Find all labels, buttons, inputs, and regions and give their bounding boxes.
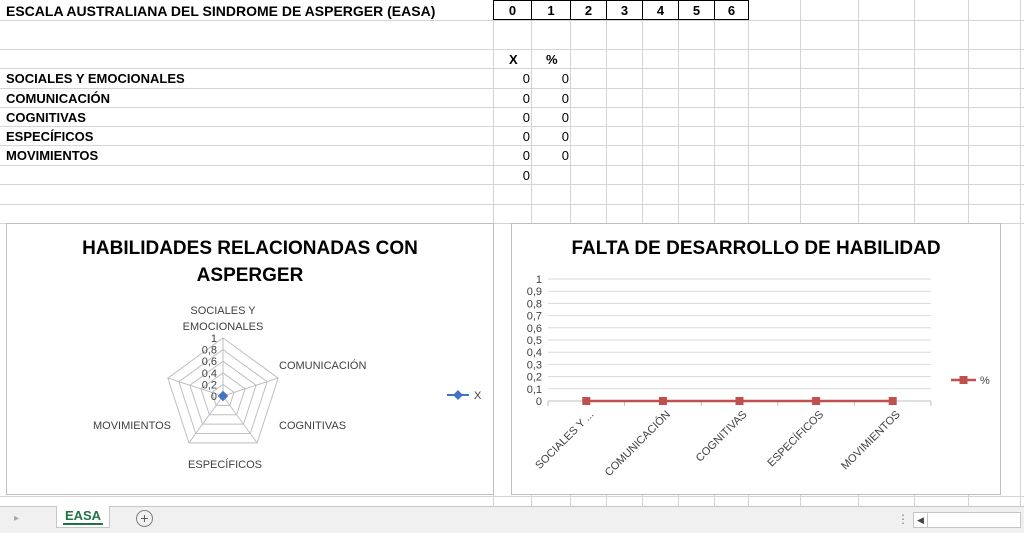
scale-cell[interactable]: 1 — [531, 0, 570, 20]
row-pct-value[interactable]: 0 — [561, 110, 569, 125]
scale-cell[interactable]: 4 — [642, 0, 678, 20]
line-plot — [512, 224, 1000, 494]
scroll-arrow-left-icon[interactable]: ◀ — [914, 513, 928, 527]
radar-tick-label: 0,4 — [201, 367, 217, 380]
legend-label: % — [980, 375, 990, 387]
legend-marker — [453, 390, 463, 400]
radar-category-label: EMOCIONALES — [182, 321, 264, 333]
scale-cell[interactable]: 0 — [493, 0, 531, 20]
series-marker — [659, 397, 667, 405]
y-tick-label: 0,5 — [526, 335, 542, 347]
radar-tick-label: 0,6 — [201, 356, 217, 369]
y-tick-label: 1 — [535, 274, 542, 286]
legend-label: X — [474, 390, 482, 402]
radar-tick-label: 0,8 — [201, 344, 217, 357]
scale-cell[interactable]: 2 — [570, 0, 606, 20]
total-x-value[interactable]: 0 — [522, 168, 530, 183]
series-marker — [812, 397, 820, 405]
series-marker — [736, 397, 744, 405]
y-tick-label: 0,3 — [526, 359, 542, 372]
row-pct-value[interactable]: 0 — [561, 71, 569, 86]
row-label[interactable]: COGNITIVAS — [6, 110, 86, 125]
col-pct-header[interactable]: % — [546, 52, 558, 67]
sheet-tab-easa[interactable]: EASA — [56, 506, 110, 528]
y-tick-label: 0,6 — [526, 322, 542, 335]
radar-category-label: COMUNICACIÓN — [279, 360, 367, 372]
radar-tick-label: 0 — [210, 391, 217, 403]
row-pct-value[interactable]: 0 — [561, 148, 569, 163]
series-marker — [889, 397, 897, 405]
radar-category-label: MOVIMIENTOS — [92, 420, 171, 432]
y-tick-label: 0,8 — [526, 298, 542, 311]
radar-chart[interactable] — [6, 223, 494, 495]
gridline — [0, 204, 1024, 205]
x-tick-label: MOVIMIENTOS — [839, 408, 903, 473]
line-chart[interactable] — [511, 223, 1001, 495]
row-pct-value[interactable]: 0 — [561, 129, 569, 144]
scale-cell[interactable]: 5 — [678, 0, 714, 20]
row-x-value[interactable]: 0 — [522, 110, 530, 125]
y-tick-label: 0,7 — [526, 310, 542, 323]
scroll-left-icon[interactable]: ▸ — [14, 513, 20, 524]
gridline — [1020, 0, 1021, 506]
y-tick-label: 0,1 — [526, 383, 542, 396]
more-options-icon[interactable]: ⋮ — [897, 512, 909, 526]
row-pct-value[interactable]: 0 — [561, 91, 569, 106]
x-tick-label: COMUNICACIÓN — [602, 408, 674, 479]
row-label[interactable]: COMUNICACIÓN — [6, 91, 110, 106]
sheet-tab-bar — [0, 506, 1024, 533]
series-marker — [582, 397, 590, 405]
row-label[interactable]: SOCIALES Y EMOCIONALES — [6, 71, 185, 86]
radar-plot — [7, 224, 493, 494]
y-tick-label: 0,4 — [526, 347, 542, 360]
row-x-value[interactable]: 0 — [522, 148, 530, 163]
radar-category-label: SOCIALES Y — [190, 305, 256, 317]
gridline — [0, 496, 1024, 497]
radar-chart-title-text: HABILIDADES RELACIONADAS CON ASPERGER — [82, 238, 418, 286]
legend-marker — [960, 376, 968, 384]
row-label[interactable]: MOVIMIENTOS — [6, 148, 99, 163]
y-tick-label: 0 — [535, 396, 542, 408]
scale-cell[interactable]: 3 — [606, 0, 642, 20]
sheet-title[interactable]: ESCALA AUSTRALIANA DEL SINDROME DE ASPERGER (EASA) — [6, 3, 436, 19]
radar-tick-label: 1 — [210, 333, 217, 345]
horizontal-scrollbar[interactable] — [913, 512, 1021, 528]
row-x-value[interactable]: 0 — [522, 71, 530, 86]
row-label[interactable]: ESPECÍFICOS — [6, 129, 94, 144]
row-x-value[interactable]: 0 — [522, 91, 530, 106]
radar-tick-label: 0,2 — [201, 379, 217, 392]
x-tick-label: COGNITIVAS — [693, 408, 750, 465]
row-x-value[interactable]: 0 — [522, 129, 530, 144]
radar-series-marker — [218, 391, 228, 401]
col-x-header[interactable]: X — [509, 52, 518, 67]
y-tick-label: 0,9 — [526, 286, 542, 299]
add-sheet-icon[interactable]: + — [136, 510, 153, 527]
x-tick-label: ESPECÍFICOS — [765, 408, 827, 470]
radar-category-label: COGNITIVAS — [279, 420, 347, 432]
y-tick-label: 0,2 — [526, 371, 542, 384]
scale-cell[interactable]: 6 — [714, 0, 749, 20]
x-tick-label: SOCIALES Y ... — [533, 408, 597, 472]
line-chart-title: FALTA DE DESARROLLO DE HABILIDAD — [571, 238, 941, 259]
radar-category-label: ESPECÍFICOS — [188, 459, 262, 471]
